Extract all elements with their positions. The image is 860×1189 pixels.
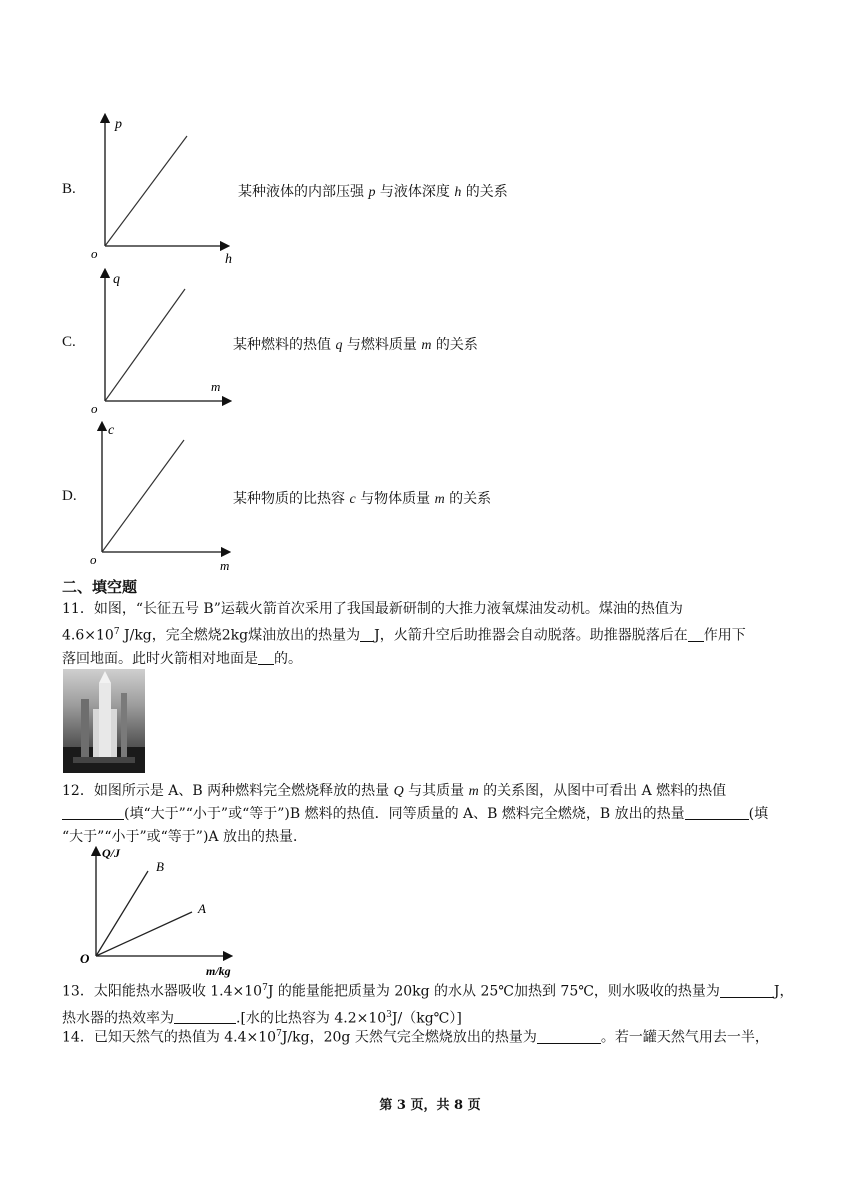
y-axis-label: p bbox=[115, 117, 122, 132]
q13-line-1: 13．太阳能热水器吸收 $1.4\times 10^7J$ 的能量能把质量为 20kg 的水从 25℃加热到 75℃，则水吸收的热量为 J， bbox=[62, 983, 794, 1000]
graph-line bbox=[102, 440, 184, 552]
y-axis-label: q bbox=[113, 272, 120, 287]
page-footer: 第 3 页，共 8 页 bbox=[379, 1098, 481, 1113]
option-c-graph bbox=[85, 263, 245, 421]
option-d-text: 某种物质的比热容 c 与物体质量 m 的关系 bbox=[233, 491, 492, 507]
option-b-text: 某种液体的内部压强 p 与液体深度 h 的关系 bbox=[238, 184, 508, 200]
q11-line-3: 落回地面。此时火箭相对地面是 的。 bbox=[62, 650, 302, 667]
line-a bbox=[96, 912, 192, 956]
answer-blank bbox=[685, 805, 749, 820]
question-14 bbox=[62, 1023, 840, 1050]
q12-line-1: 12．如图所示是 A、B 两种燃料完全燃烧释放的热量 Q 与其质量 m 的关系图，从图中可看出 A 燃料的热值 bbox=[62, 783, 727, 799]
answer-blank bbox=[360, 627, 374, 642]
x-axis-label: h bbox=[225, 252, 232, 267]
answer-blank bbox=[537, 1029, 601, 1044]
answer-blank bbox=[258, 650, 274, 665]
graph-line bbox=[105, 289, 185, 401]
q13-line-2: 热水器的热效率为 .[水的比热容为 $4.2\times 10^3J/(kg℃)$] bbox=[62, 1009, 462, 1027]
line-b-label: B bbox=[156, 859, 164, 874]
option-d-letter: D. bbox=[62, 488, 77, 504]
option-d-graph bbox=[82, 418, 246, 574]
y-axis-label: c bbox=[108, 423, 115, 438]
q12-graph bbox=[78, 843, 248, 978]
line-a-label: A bbox=[198, 901, 206, 916]
line-b bbox=[96, 871, 148, 956]
y-axis-label: Q/J bbox=[102, 846, 120, 860]
rocket-photo bbox=[63, 669, 145, 773]
option-b-letter: B. bbox=[62, 181, 76, 197]
answer-blank bbox=[688, 627, 704, 642]
graph-line bbox=[105, 136, 187, 246]
option-b-graph bbox=[85, 108, 245, 268]
x-axis-label: m bbox=[220, 558, 230, 573]
origin-label: O bbox=[80, 951, 90, 966]
q12-line-3: “大于”“小于”或“等于”)A 放出的热量． bbox=[62, 829, 307, 845]
origin-label: o bbox=[91, 401, 98, 416]
origin-label: o bbox=[90, 552, 97, 567]
origin-label: o bbox=[91, 246, 98, 261]
answer-blank bbox=[62, 805, 124, 820]
q12-line-2: (填“大于”“小于”或“等于”)B 燃料的热值．同等质量的 A、B 燃料完全燃烧，B 放出的热量 (填 bbox=[62, 803, 840, 826]
option-c-text: 某种燃料的热值 q 与燃料质量 m 的关系 bbox=[233, 337, 478, 353]
option-c-letter: C. bbox=[62, 334, 76, 350]
q11-line-2: $4.6\times 10^7$ J/kg，完全燃烧2kg煤油放出的热量为 J，火箭升空后助推器会自动脱落。助推器脱落后在 作用下 bbox=[62, 627, 746, 644]
section-title: 二、填空题 bbox=[62, 578, 138, 596]
question-12 bbox=[62, 780, 840, 849]
rocket-illustration bbox=[63, 669, 145, 773]
q11-line-1: 11．如图，“长征五号 B”运载火箭首次采用了我国最新研制的大推力液氧煤油发动机。煤油的热值为 bbox=[62, 601, 683, 617]
q14-line-1: 14．已知天然气的热值为 $4.4\times 10^7J/kg$，20g 天然气完全燃烧放出的热量为 。若一罐天然气用去一半， bbox=[62, 1029, 769, 1046]
x-axis-label: m/kg bbox=[206, 964, 231, 978]
question-11 bbox=[62, 598, 840, 671]
x-axis-label: m bbox=[211, 379, 221, 394]
answer-blank bbox=[720, 983, 774, 998]
